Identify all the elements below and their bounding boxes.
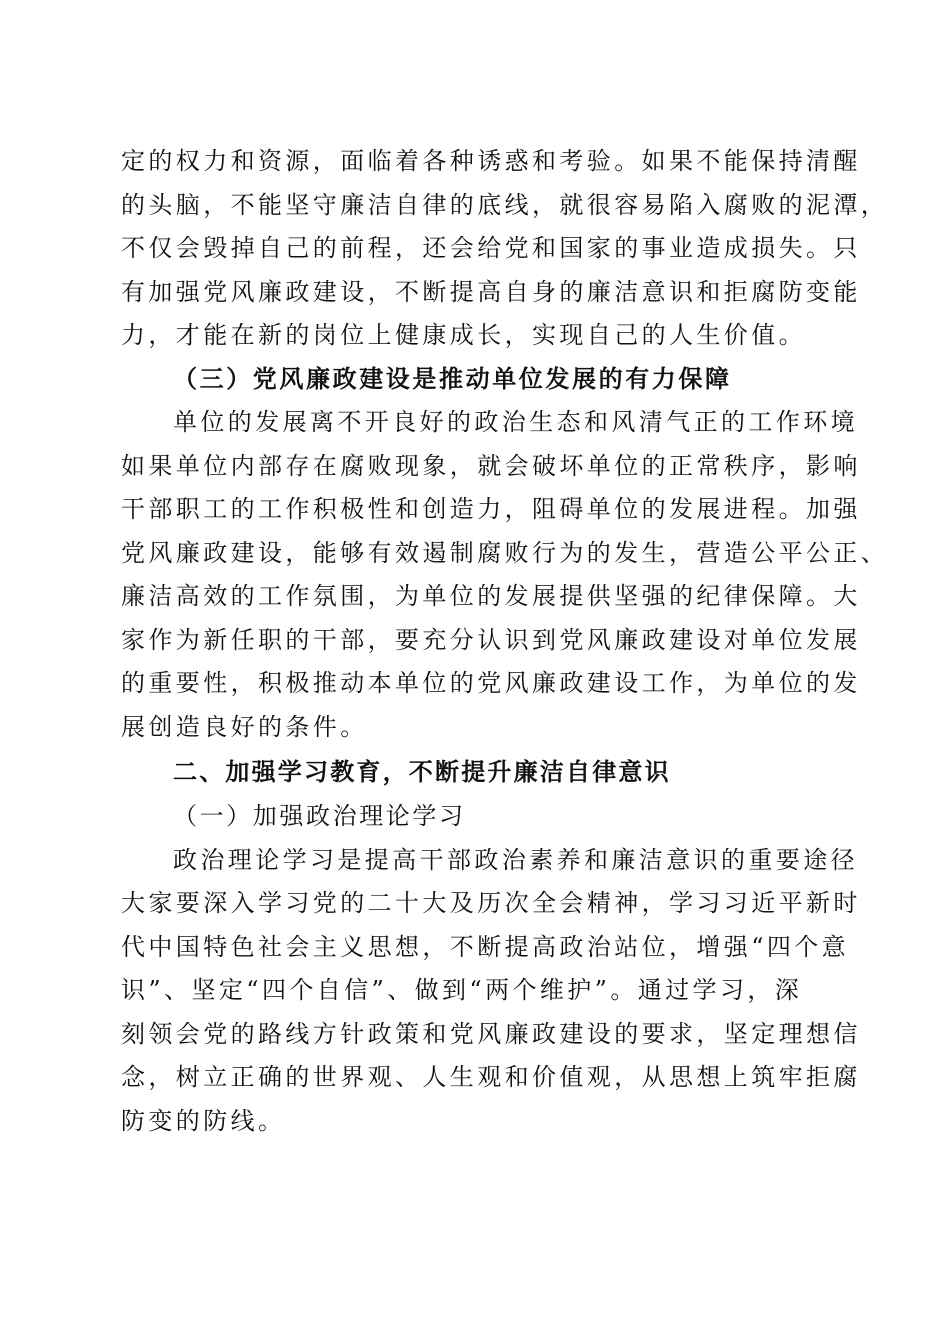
section-subheading: （一）加强政治理论学习 <box>173 802 466 830</box>
paragraph-line: 如果单位内部存在腐败现象，就会破坏单位的正常秩序，影响 <box>121 451 861 480</box>
paragraph-line: 干部职工的工作积极性和创造力，阻碍单位的发展进程。加强 <box>121 495 861 523</box>
paragraph-line: 有加强党风廉政建设，不断提高自身的廉洁意识和拒腐防变能 <box>121 277 861 306</box>
document-body <box>121 140 889 1143</box>
paragraph-line: 刻领会党的路线方针政策和党风廉政建设的要求，坚定理想信 <box>121 1019 861 1048</box>
paragraph-line: 念，树立正确的世界观、人生观和价值观，从思想上筑牢拒腐 <box>121 1063 861 1091</box>
paragraph-line: 展创造良好的条件。 <box>121 712 368 741</box>
paragraph-line: 的头脑，不能坚守廉洁自律的底线，就很容易陷入腐败的泥潭， <box>121 190 889 219</box>
paragraph-line: 家作为新任职的干部，要充分认识到党风廉政建设对单位发展 <box>121 625 861 654</box>
section-subheading: （三）党风廉政建设是推动单位发展的有力保障 <box>173 364 732 393</box>
paragraph-line: 防变的防线。 <box>121 1106 286 1135</box>
paragraph-line: 的重要性，积极推动本单位的党风廉政建设工作，为单位的发 <box>121 669 861 697</box>
paragraph-line: 大家要深入学习党的二十大及历次全会精神，学习习近平新时 <box>121 889 861 917</box>
paragraph-line: 单位的发展离不开良好的政治生态和风清气正的工作环境 <box>173 408 858 436</box>
paragraph-line: 识”、坚定“四个自信”、做到“两个维护”。通过学习，深 <box>121 976 803 1004</box>
section-heading: 二、加强学习教育，不断提升廉洁自律意识 <box>173 758 671 786</box>
paragraph-line: 定的权力和资源，面临着各种诱惑和考验。如果不能保持清醒 <box>121 147 861 175</box>
paragraph-line: 廉洁高效的工作氛围，为单位的发展提供坚强的纪律保障。大 <box>121 582 861 610</box>
paragraph-line: 代中国特色社会主义思想，不断提高政治站位，增强“四个意 <box>121 932 850 961</box>
paragraph-line: 不仅会毁掉自己的前程，还会给党和国家的事业造成损失。只 <box>121 234 861 262</box>
paragraph-line: 政治理论学习是提高干部政治素养和廉洁意识的重要途径 <box>173 845 858 874</box>
paragraph-line: 党风廉政建设，能够有效遏制腐败行为的发生，营造公平公正、 <box>121 538 889 567</box>
paragraph-line: 力，才能在新的岗位上健康成长，实现自己的人生价值。 <box>121 321 806 349</box>
